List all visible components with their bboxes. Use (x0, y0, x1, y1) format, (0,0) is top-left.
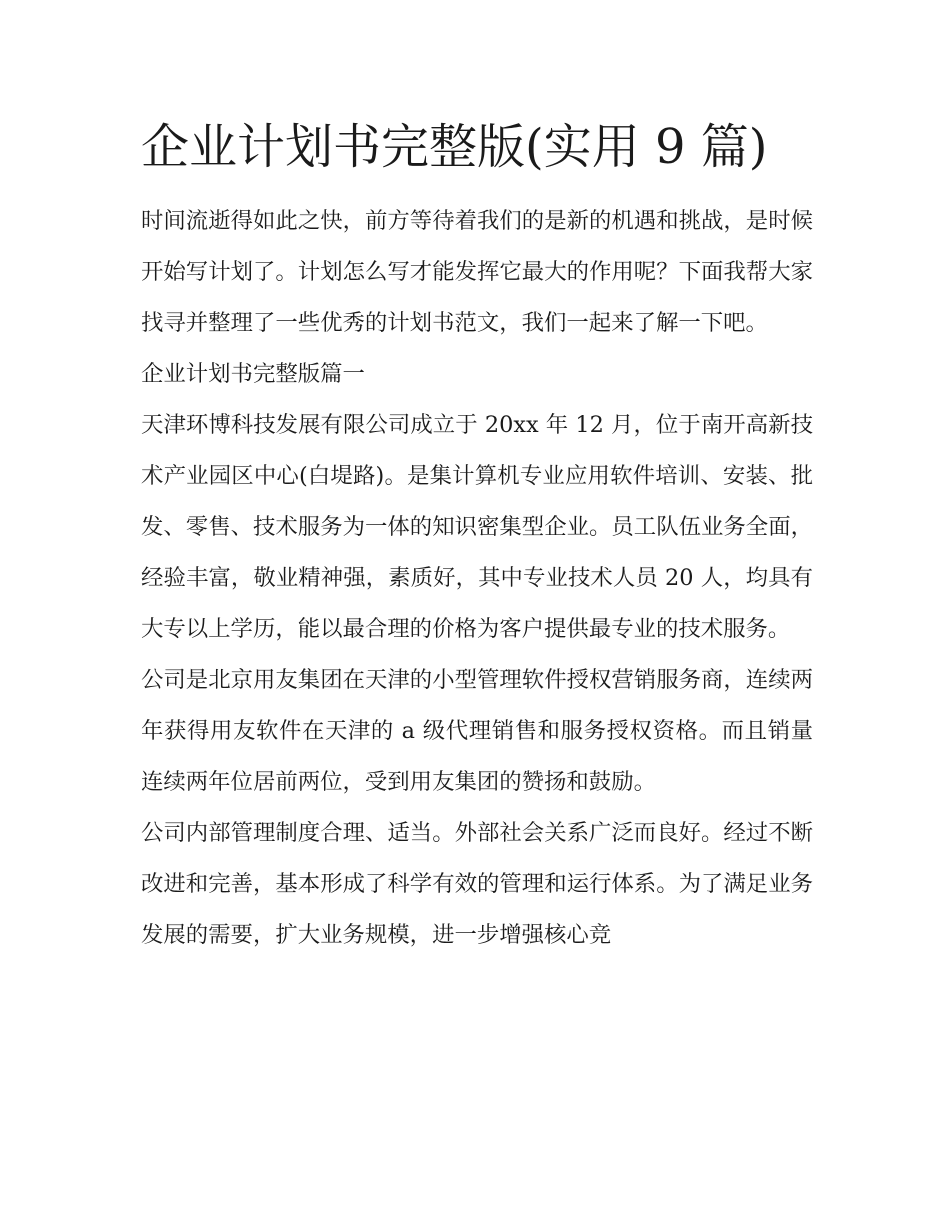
body-paragraph-3: 公司内部管理制度合理、适当。外部社会关系广泛而良好。经过不断改进和完善，基本形成了科学有效的管理和运行体系。为了满足业务发展的需要，扩大业务规模，进一步增强核心竞 (141, 820, 813, 948)
body-paragraph-1: 天津环博科技发展有限公司成立于 20xx 年 12 月，位于南开高新技术产业园区中心(白堤路)。是集计算机专业应用软件培训、安装、批发、零售、技术服务为一体的知识密集型企业。员工队伍业务全面，经验丰富，敬业精神强，素质好，其中专业技术人员 20 人，均具有大专以上学历，能以最合理的价格为客户提供最专业的技术服务。 (141, 412, 813, 642)
document-title: 企业计划书完整版(实用 9 篇) (141, 119, 768, 175)
section-heading: 企业计划书完整版篇一 (141, 361, 365, 387)
body-paragraph-2: 公司是北京用友集团在天津的小型管理软件授权营销服务商，连续两年获得用友软件在天津的 a 级代理销售和服务授权资格。而且销量连续两年位居前两位，受到用友集团的赞扬和鼓励。 (141, 667, 813, 795)
document-content (141, 112, 813, 961)
intro-paragraph: 时间流逝得如此之快，前方等待着我们的是新的机遇和挑战，是时候开始写计划了。计划怎么写才能发挥它最大的作用呢？下面我帮大家找寻并整理了一些优秀的计划书范文，我们一起来了解一下吧。 (141, 208, 813, 336)
